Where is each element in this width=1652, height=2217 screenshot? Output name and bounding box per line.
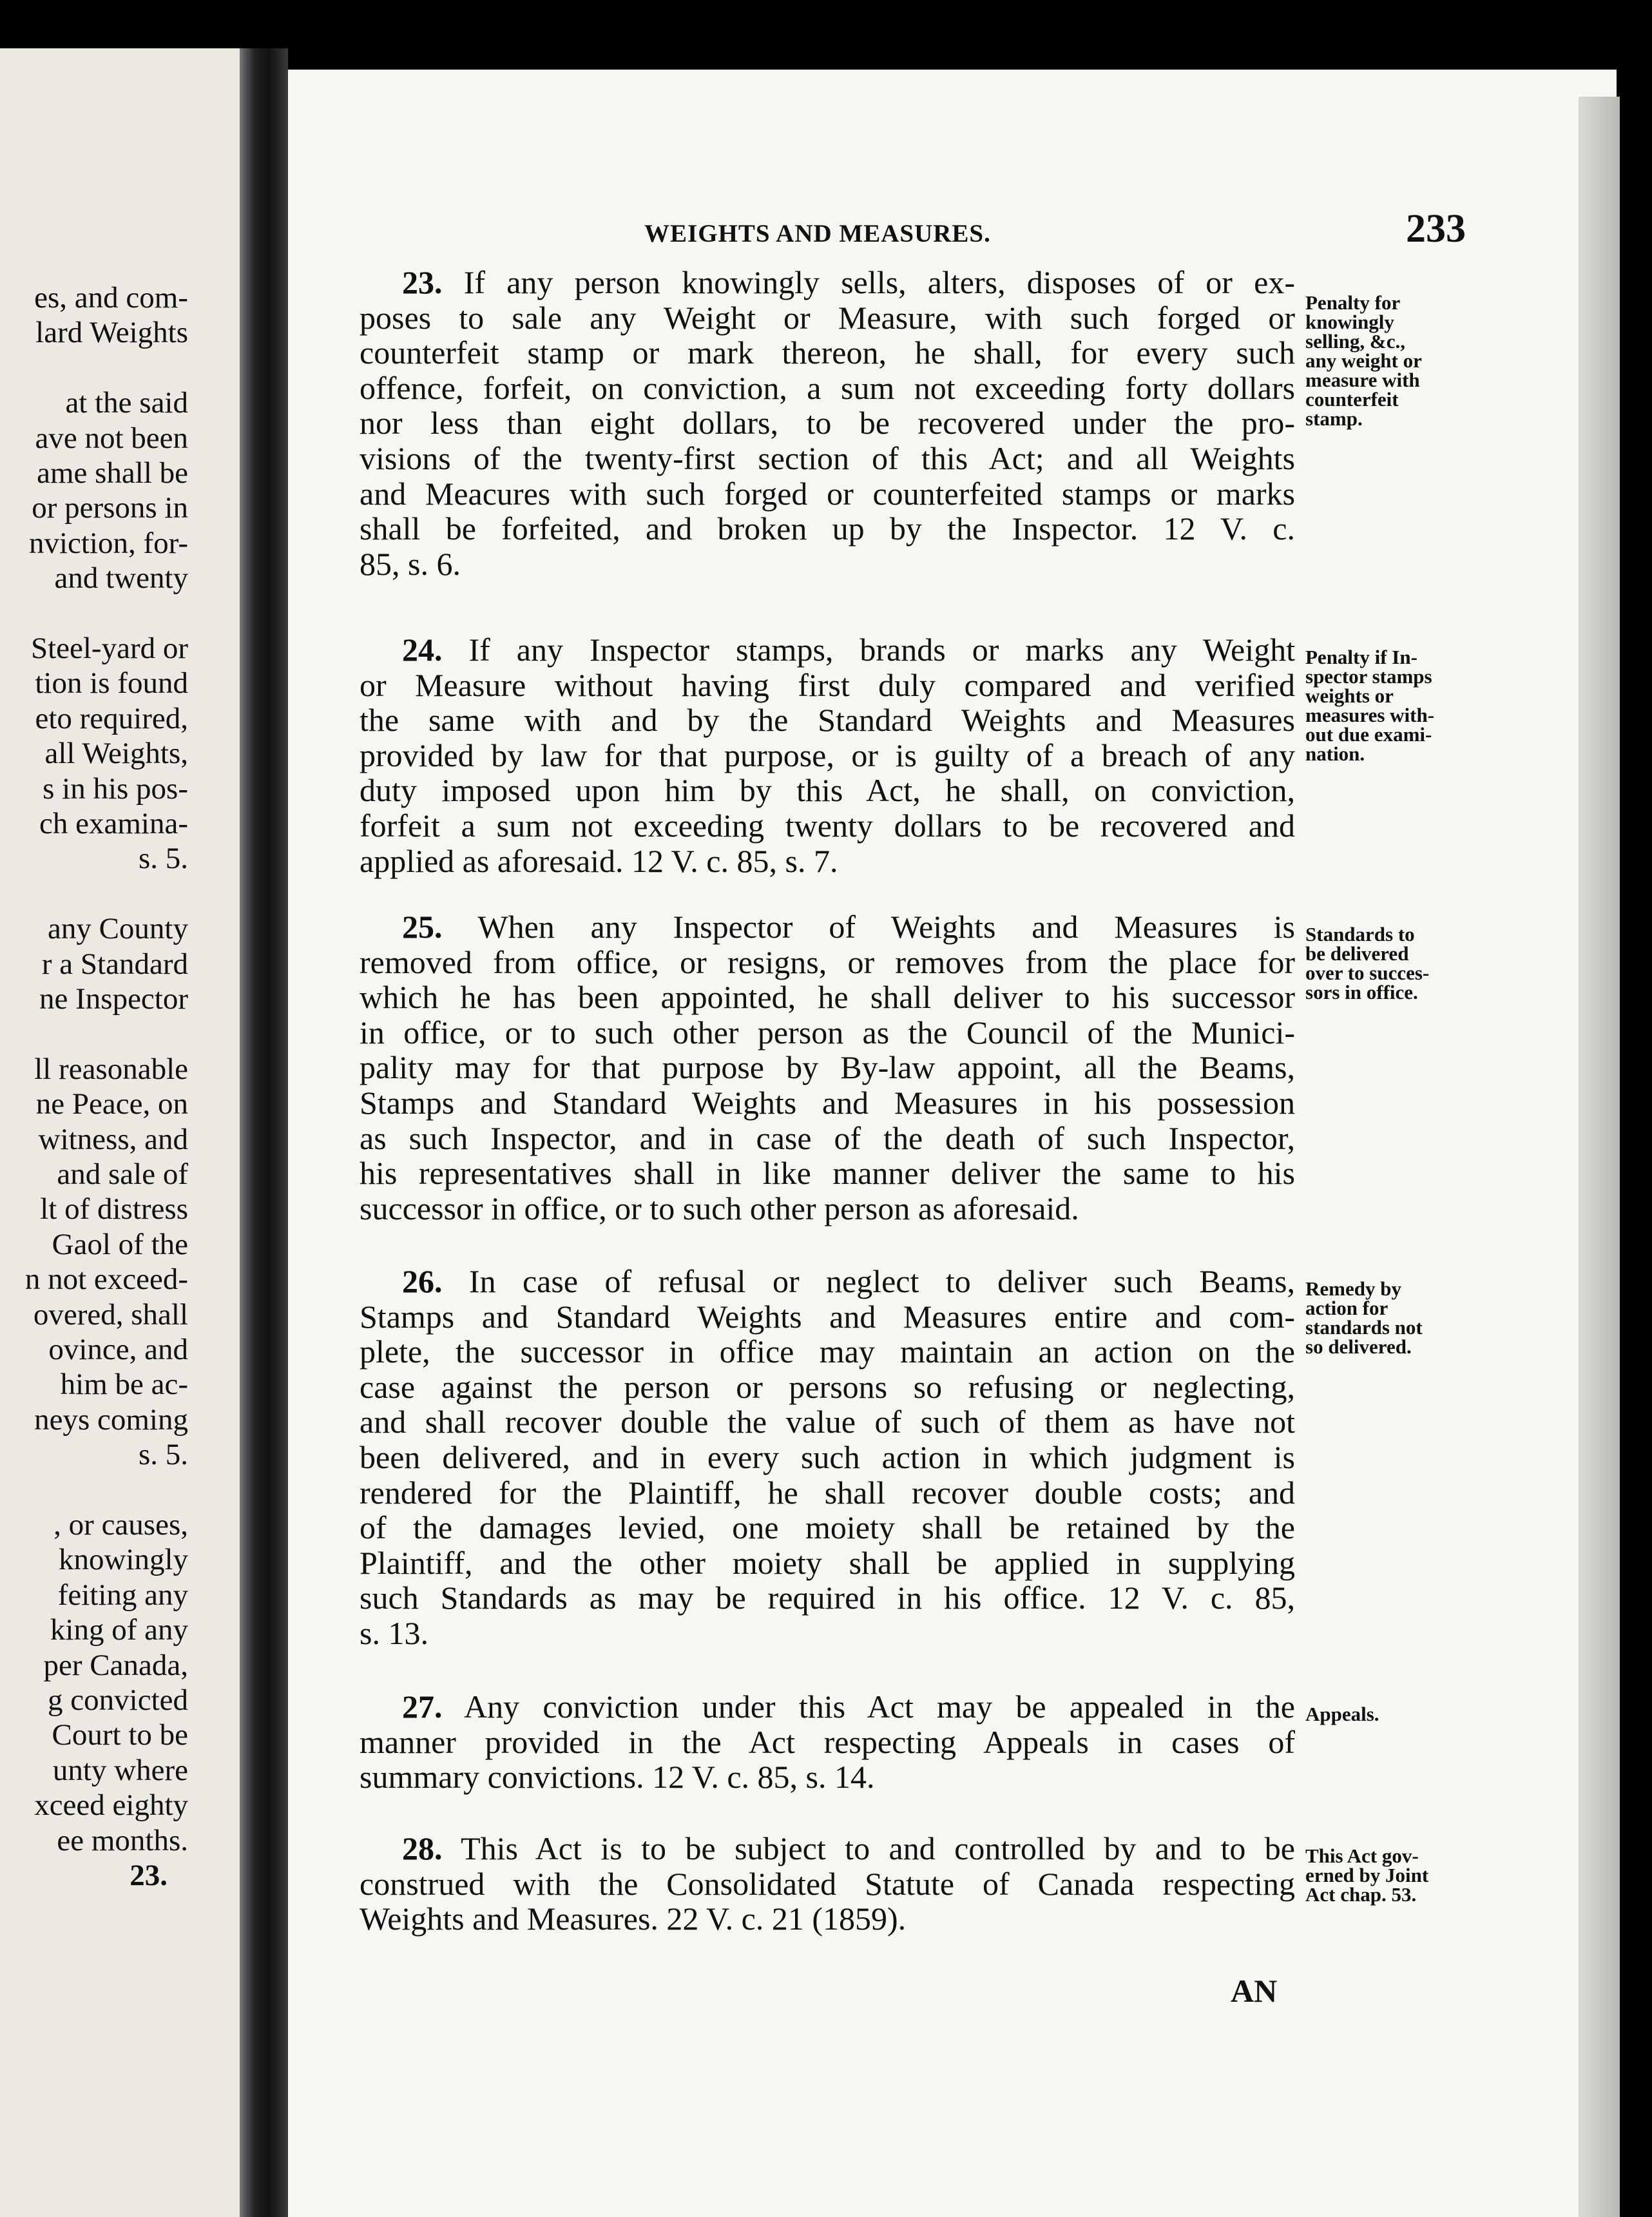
left-page-line: nviction, for- [28,526,188,560]
section-23-line [360,300,1295,336]
left-page-line: witness, and [38,1122,188,1156]
margin-note: This Act gov- erned by Joint Act chap. 53. [1305,1844,1429,1906]
line-text: counterfeit stamp or mark thereon, he shall, for every such [360,334,1295,371]
line-text: Any conviction under this Act may be appealed in the [464,1689,1295,1725]
catchword: AN [1231,1973,1278,2009]
section-28-line [360,1866,1295,1902]
left-page-line: Gaol of the [52,1227,188,1261]
section-25-line [360,944,1295,980]
section-26-line [360,1263,1295,1299]
section-24-line [360,632,1295,668]
section-25-line [360,1049,1295,1085]
line-text: Weights and Measures. 22 V. c. 21 (1859). [360,1901,907,1937]
running-head: WEIGHTS AND MEASURES. [644,220,991,247]
left-page-line: ovince, and [48,1333,188,1366]
left-page-line: lt of distress [40,1192,188,1226]
left-page-line: Steel-yard or [30,632,188,665]
line-text: construed with the Consolidated Statute of Canada respecting [360,1865,1295,1902]
section-25-line [360,909,1295,945]
section-number: 24. [402,632,443,668]
section-24-line [360,737,1295,773]
left-page-line: overed, shall [33,1297,188,1331]
section-28-line [360,1901,1295,1937]
line-text: been delivered, and in every such action in which judgment is [360,1439,1295,1475]
line-text: manner provided in the Act respecting Appeals in cases of [360,1723,1295,1760]
line-text: provided by law for that purpose, or is guilty of a breach of any [360,737,1295,773]
line-text: Plaintiff, and the other moiety shall be applied in supplying [360,1544,1295,1581]
section-27-line [360,1759,1295,1795]
line-text: the same with and by the Standard Weights and Measures [360,702,1295,739]
left-page-line: neys coming [34,1402,188,1437]
line-text: s. 13. [360,1615,428,1651]
section-23-line [360,546,1295,582]
section-25-line [360,1155,1295,1191]
margin-note: Remedy by action for standards not so delivered. [1305,1277,1423,1358]
line-text: as such Inspector, and in case of the death of such Inspector, [360,1119,1295,1156]
section-24-line [360,702,1295,738]
line-text: summary convictions. 12 V. c. 85, s. 14. [360,1759,875,1796]
line-text: of the damages levied, one moiety shall be retained by the [360,1509,1295,1546]
left-page-fragment [0,48,240,2217]
section-26-line [360,1299,1295,1335]
line-text: Stamps and Standard Weights and Measures in his possession [360,1085,1295,1121]
line-text: and shall recover double the value of such of them as have not [360,1404,1295,1440]
margin-note: Standards to be delivered over to succes- sors in office. [1305,923,1430,1003]
left-page-line: ch examina- [39,807,188,840]
line-text: nor less than eight dollars, to be recovered under the pro- [360,405,1295,441]
left-page-line: feiting any [57,1578,188,1612]
left-page-line: at the said [65,386,188,420]
section-26-line [360,1369,1295,1405]
left-page-line: lard Weights [35,316,188,350]
line-text: pality may for that purpose by By-law appoint, all the Beams, [360,1049,1295,1086]
section-26-line [360,1439,1295,1475]
section-24-line [360,772,1295,808]
line-text: offence, forfeit, on conviction, a sum not exceeding forty dollars [360,369,1295,406]
section-27-line [360,1724,1295,1760]
line-text: poses to sale any Weight or Measure, with such forged or [360,299,1295,336]
line-text: case against the person or persons so refusing or neglecting, [360,1368,1295,1405]
section-25-line [360,1014,1295,1050]
line-text: in office, or to such other person as the Council of the Munici- [360,1014,1295,1050]
page-number: 233 [1406,207,1466,251]
section-25-line [360,979,1295,1015]
left-page-line: any County [47,912,188,946]
line-text: In case of refusal or neglect to deliver such Beams, [468,1263,1296,1299]
section-25-line [360,1120,1295,1156]
left-page-line: eto required, [35,701,188,735]
section-26-line [360,1475,1295,1511]
margin-note: Penalty for knowingly selling, &c., any weight or measure with counterfeit stamp. [1305,291,1422,430]
left-page-line: r a Standard [41,947,188,981]
left-page-line: or persons in [32,491,188,525]
left-page-line: s in his pos- [43,771,188,806]
line-text: which he has been appointed, he shall deliver to his successor [360,979,1295,1016]
left-page-line: s. 5. [138,1438,188,1472]
section-27-line [360,1689,1295,1725]
line-text: duty imposed upon him by this Act, he shall, on conviction, [360,772,1295,809]
left-page-line: s. 5. [138,842,188,876]
section-23-line [360,405,1295,441]
line-text: his representatives shall in like manner deliver the same to his [360,1155,1295,1192]
line-text: rendered for the Plaintiff, he shall recover double costs; and [360,1474,1295,1511]
left-page-line: n not exceed- [24,1263,188,1297]
section-28-line [360,1830,1295,1866]
left-page-line: xceed eighty [34,1788,188,1823]
section-number: 23. [402,264,443,300]
left-page-line: ne Peace, on [35,1087,188,1121]
section-26-line [360,1615,1295,1651]
section-23-line [360,370,1295,406]
left-page-line: ne Inspector [39,982,188,1016]
section-23-line [360,440,1295,476]
left-page-line: him be ac- [60,1368,188,1402]
line-text: When any Inspector of Weights and Measures is [477,909,1295,945]
line-text: or Measure without having first duly compared and verified [360,666,1295,703]
section-25-line [360,1190,1295,1226]
section-number: 27. [402,1689,443,1725]
section-24-line [360,808,1295,844]
line-text: forfeit a sum not exceeding twenty dollars to be recovered and [360,808,1295,844]
margin-note: Penalty if In- spector stamps weights or measures with- out due exami- nation. [1305,646,1435,765]
section-23-line [360,334,1295,371]
section-number: 26. [402,1263,443,1299]
left-page-line: tion is found [35,666,188,701]
left-page-line: all Weights, [44,737,188,771]
left-page-line: and twenty [54,561,188,595]
line-text: removed from office, or resigns, or removes from the place for [360,944,1295,980]
left-page-line: ave not been [35,421,188,455]
line-text: shall be forfeited, and broken up by the Inspector. 12 V. c. [360,510,1295,547]
margin-note: Appeals. [1305,1703,1379,1725]
left-page-line: , or causes, [53,1508,188,1542]
section-24-line [360,843,1295,879]
section-23-line [360,510,1295,547]
line-text: If any Inspector stamps, brands or marks any Weight [468,632,1295,668]
left-page-line: es, and com- [34,281,188,315]
line-text: 85, s. 6. [360,545,461,582]
left-page-line: knowingly [58,1543,188,1577]
line-text: successor in office, or to such other person as aforesaid. [360,1190,1079,1226]
section-25-line [360,1085,1295,1121]
section-26-line [360,1333,1295,1370]
section-number: 25. [402,909,443,945]
section-26-line [360,1509,1295,1545]
line-text: This Act is to be subject to and controlled by and to be [461,1830,1295,1866]
section-23-line [360,476,1295,512]
line-text: and Meacures with such forged or counterfeited stamps or marks [360,475,1295,512]
left-page-line: g convicted [48,1683,188,1717]
line-text: plete, the successor in office may maintain an action on the [360,1333,1295,1370]
line-text: applied as aforesaid. 12 V. c. 85, s. 7. [360,842,838,879]
left-page-line: king of any [50,1613,188,1647]
book-gutter [240,48,288,2217]
section-26-line [360,1404,1295,1440]
section-number: 28. [402,1830,443,1866]
left-page-line: Court to be [52,1718,188,1752]
left-page-line: ee months. [57,1823,188,1857]
left-page-line: ll reasonable [34,1052,188,1086]
left-page-line: per Canada, [43,1648,188,1682]
section-23-line [360,264,1295,300]
left-page-line: ame shall be [37,456,188,490]
page-edge [1579,97,1620,2217]
left-page-line: 23. [130,1859,168,1892]
left-page-line: and sale of [57,1157,188,1191]
section-26-line [360,1580,1295,1616]
line-text: visions of the twenty-first section of this Act; and all Weights [360,440,1295,476]
line-text: If any person knowingly sells, alters, disposes of or ex- [463,264,1295,300]
line-text: Stamps and Standard Weights and Measures entire and com- [360,1298,1295,1335]
line-text: such Standards as may be required in his office. 12 V. c. 85, [360,1580,1295,1616]
left-page-line: unty where [52,1753,188,1787]
section-26-line [360,1545,1295,1581]
section-24-line [360,667,1295,703]
